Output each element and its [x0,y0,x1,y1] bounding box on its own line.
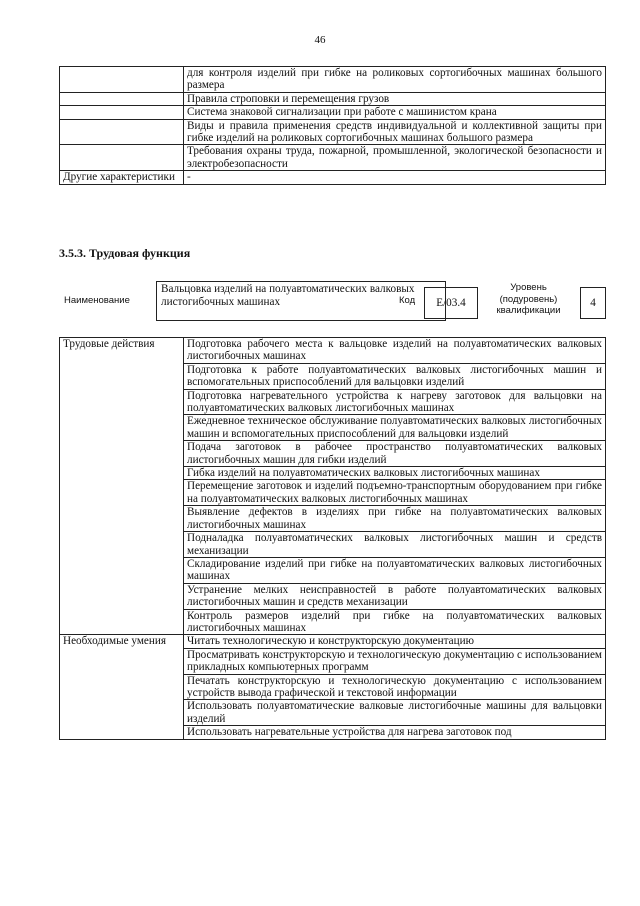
table-row [60,171,606,184]
labor-action-item: Подналадка полуавтоматических валковых листогибочных машин и средств механизации [184,532,606,558]
required-skill-item: Просматривать конструкторскую и технологическую документацию с использованием прикладных компьютерных программ [184,648,606,674]
labor-action-item: Гибка изделий на полуавтоматических валковых листогибочных машинах [184,467,606,480]
labor-action-item: Подача заготовок в рабочее пространство полуавтоматических валковых листогибочных машин для гибки изделий [184,441,606,467]
actions-table [59,337,606,740]
row-label [60,106,184,119]
other-characteristics-label: Другие характеристики [60,171,184,184]
section-title: 3.5.3. Трудовая функция [59,246,191,260]
row-value: Требования охраны труда, пожарной, промышленной, экологической безопасности и электробезопасности [184,145,606,171]
labor-action-item: Подготовка рабочего места к вальцовке изделий на полуавтоматических валковых листогибочных машинах [184,338,606,364]
row-value: для контроля изделий при гибке на роликовых сортогибочных машинах большого размера [184,67,606,93]
labor-action-item: Перемещение заготовок и изделий подъемно-транспортным оборудованием при гибке на полуавтоматических валковых листогибочных машинах [184,480,606,506]
labor-action-label: Трудовые действия [60,338,184,635]
page-number: 46 [314,34,326,46]
labor-action-item: Подготовка к работе полуавтоматических валковых листогибочных машин и вспомогательных приспособлений для вальцовки изделий [184,363,606,389]
function-code: E/03.4 [424,287,478,319]
required-skill-item: Использовать нагревательные устройства для нагрева заготовок под [184,726,606,739]
labor-action-item: Подготовка нагревательного устройства к нагреву заготовок для вальцовки на полуавтоматических валковых листогибочных машинах [184,389,606,415]
table-row [60,635,606,648]
required-skill-item: Печатать конструкторскую и технологическую документацию с использованием устройств вывода графической и текстовой информации [184,674,606,700]
table-row [60,119,606,145]
function-name: Вальцовка изделий на полуавтоматических валковых листогибочных машинах [156,281,446,321]
labor-action-item: Ежедневное техническое обслуживание полуавтоматических валковых листогибочных машин и вспомогательных приспособлений для вальцовки изделий [184,415,606,441]
row-label [60,119,184,145]
labor-action-item: Выявление дефектов в изделиях при гибке на полуавтоматических валковых листогибочных машинах [184,506,606,532]
required-skill-item: Читать технологическую и конструкторскую документацию [184,635,606,648]
other-characteristics-value: - [184,171,606,184]
qualification-level: 4 [580,287,606,319]
labor-action-item: Контроль размеров изделий при гибке на полуавтоматических валковых листогибочных машинах [184,609,606,635]
row-value: Виды и правила применения средств индивидуальной и коллективной защиты при гибке изделий на роликовых сортогибочных машинах большого размера [184,119,606,145]
required-skill-label: Необходимые умения [60,635,184,739]
required-skill-item: Использовать полуавтоматические валковые листогибочные машины для вальцовки изделий [184,700,606,726]
knowledge-table [59,66,606,185]
function-header [59,281,606,323]
table-row [60,145,606,171]
row-value: Правила строповки и перемещения грузов [184,92,606,105]
row-label [60,145,184,171]
labor-action-item: Складирование изделий при гибке на полуавтоматических валковых листогибочных машинах [184,557,606,583]
function-code-label: Код [399,295,416,306]
table-row [60,106,606,119]
row-value: Система знаковой сигнализации при работе с машинистом крана [184,106,606,119]
table-row [60,338,606,364]
table-row [60,67,606,93]
qualification-level-label: Уровень (подуровень) квалификации [496,282,561,316]
labor-action-item: Устранение мелких неисправностей в работе полуавтоматических валковых листогибочных машин и средств механизации [184,583,606,609]
function-name-label: Наименование [64,295,130,306]
row-label [60,92,184,105]
table-row [60,92,606,105]
row-label [60,67,184,93]
